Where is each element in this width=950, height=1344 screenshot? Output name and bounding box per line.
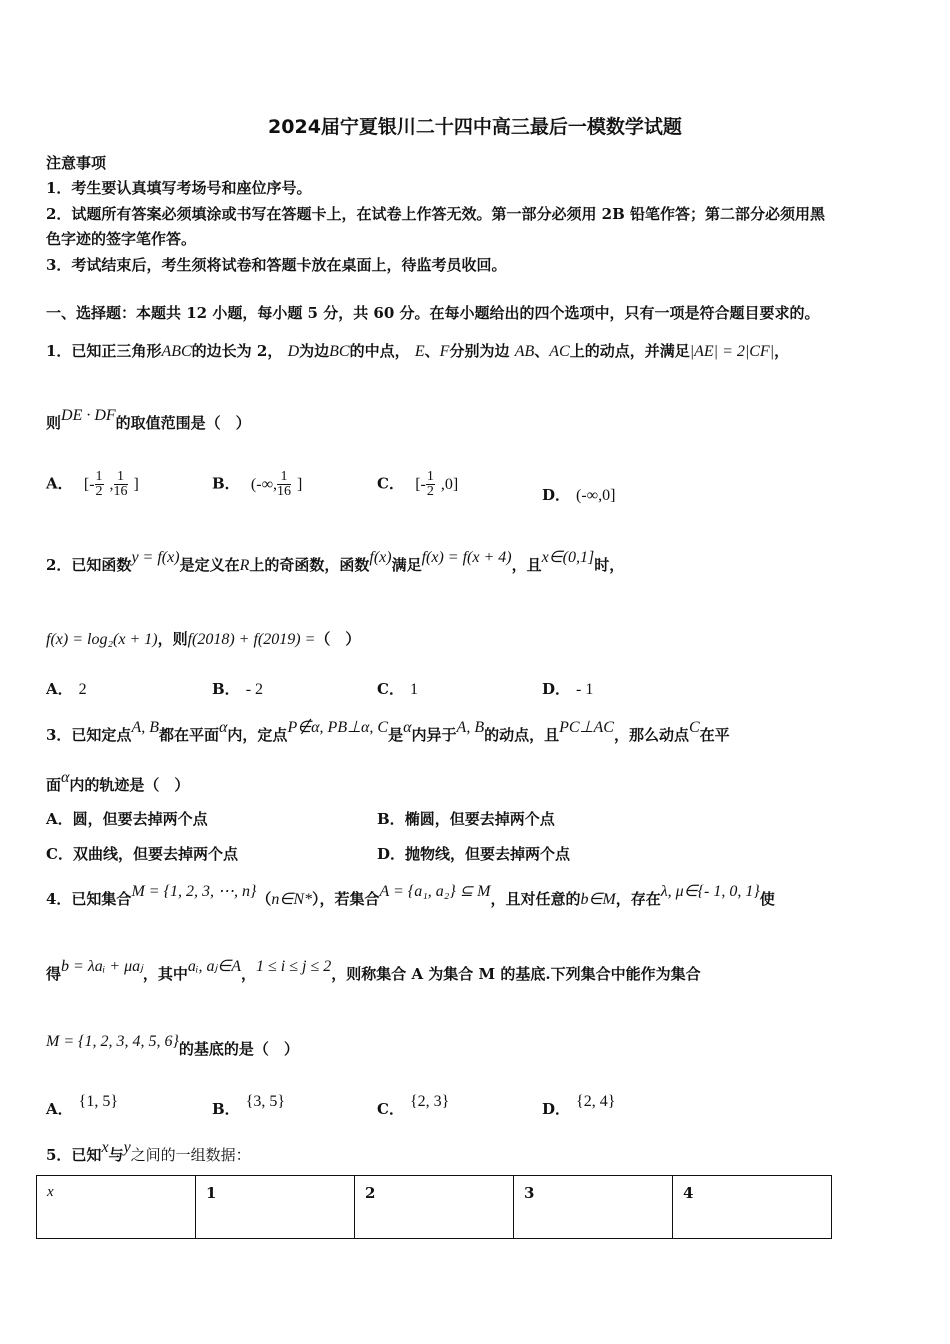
notice-item-2: 2．试题所有答案必须填涂或书写在答题卡上，在试卷上作答无效。第一部分必须用 2B 铅笔作答；第二部分必须用黑	[46, 205, 826, 223]
question-1-line-2: 则DE · DF的取值范围是（ ）	[46, 407, 251, 432]
page-title: 2024届宁夏银川二十四中高三最后一模数学试题	[268, 116, 682, 138]
table-cell: 2	[355, 1176, 514, 1239]
q4-option-a[interactable]: A． {1, 5}	[46, 1093, 118, 1118]
q1-option-b[interactable]: B． (-∞, $\frac{1}{16}$ ]	[212, 469, 303, 499]
q2-option-c[interactable]: C． 1	[377, 680, 418, 698]
q3-option-c[interactable]: C．双曲线，但要去掉两个点	[46, 845, 238, 863]
question-3-line-2: 面α内的轨迹是（ ）	[46, 769, 190, 794]
question-1-line-1: 1．已知正三角形ABC的边长为 2， D为边BC的中点， E、F分别为边 AB、AC上的动点，并满足|AE| = 2|CF|，	[46, 342, 790, 360]
notice-heading: 注意事项	[46, 154, 107, 172]
q3-option-a[interactable]: A．圆，但要去掉两个点	[46, 810, 208, 828]
question-4-line-2: 得b = λaᵢ + μaⱼ，其中aᵢ, aⱼ∈A，1 ≤ i ≤ j ≤ 2，则称集合 A 为集合 M 的基底.下列集合中能作为集合	[46, 958, 701, 983]
q2-option-a[interactable]: A． 2	[46, 680, 87, 698]
q3-option-d[interactable]: D．抛物线，但要去掉两个点	[377, 845, 571, 863]
q1-option-c[interactable]: C． [- $\frac{1}{2}$ ,0]	[377, 469, 459, 499]
q1-option-d[interactable]: D． (-∞,0]	[542, 486, 616, 504]
q3-option-b[interactable]: B．椭圆，但要去掉两个点	[377, 810, 555, 828]
table-cell: 4	[673, 1176, 832, 1239]
table-cell: 1	[196, 1176, 355, 1239]
q2-option-d[interactable]: D． - 1	[542, 680, 594, 698]
question-4-line-3: M = {1, 2, 3, 4, 5, 6}的基底的是（ ）	[46, 1033, 299, 1058]
notice-item-3: 3．考试结束后，考生须将试卷和答题卡放在桌面上，待监考员收回。	[46, 256, 507, 274]
q4-option-b[interactable]: B． {3, 5}	[212, 1093, 286, 1118]
table-row	[37, 1176, 832, 1239]
question-2-line-1: 2．已知函数y = f(x)是定义在R上的奇函数，函数f(x)满足f(x) = f(x + 4)，且x∈(0,1]时，	[46, 549, 625, 574]
question-4-line-1: 4．已知集合M = {1, 2, 3, ⋯, n}（n∈N*），若集合A = {a₁, a₂} ⊆ M，且对任意的b∈M，存在λ, μ∈{- 1, 0, 1}使	[46, 883, 775, 908]
notice-item-1: 1．考生要认真填写考场号和座位序号。	[46, 179, 312, 197]
notice-item-2-cont: 色字迹的签字笔作答。	[46, 230, 197, 248]
table-cell: 3	[514, 1176, 673, 1239]
table-cell: x	[37, 1176, 196, 1239]
q1-option-a[interactable]: A． [- $\frac{1}{2}$ , $\frac{1}{16}$ ]	[46, 469, 139, 499]
data-table	[36, 1175, 832, 1239]
question-3-line-1: 3．已知定点A, B都在平面α内，定点P∉α, PB⊥α, C是α内异于A, B的动点，且PC⊥AC，那么动点C在平	[46, 719, 730, 744]
q2-option-b[interactable]: B． - 2	[212, 680, 264, 698]
question-2-line-2: f(x) = log₂(x + 1)，则f(2018) + f(2019) =（ ）	[46, 630, 361, 648]
section-heading: 一、选择题：本题共 12 小题，每小题 5 分，共 60 分。在每小题给出的四个选项中，只有一项是符合题目要求的。	[46, 304, 820, 322]
q4-option-c[interactable]: C． {2, 3}	[377, 1093, 450, 1118]
q4-option-d[interactable]: D． {2, 4}	[542, 1093, 616, 1118]
question-5-line-1: 5．已知x与y之间的一组数据：	[46, 1139, 251, 1164]
